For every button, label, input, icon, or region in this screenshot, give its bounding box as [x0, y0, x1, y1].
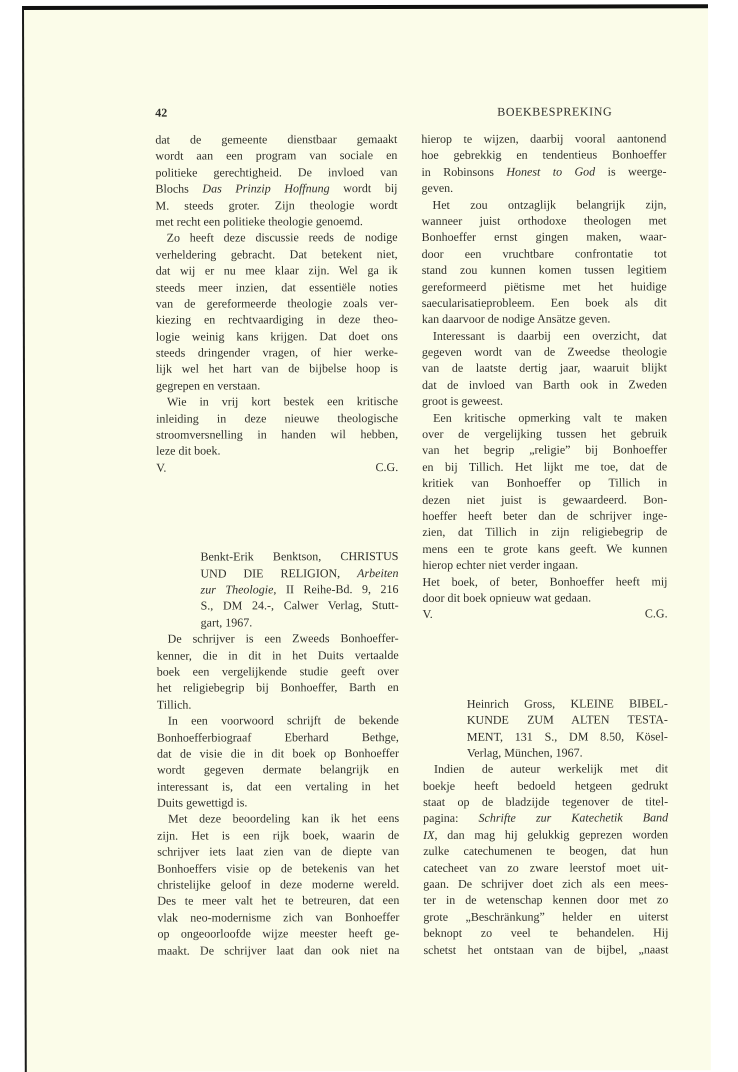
text-line: zien, dat Tillich in zijn religiebegrip de [422, 524, 668, 540]
text-line: dat de gemeente dienstbaar gemaakt [155, 132, 398, 147]
paragraph [157, 810, 399, 958]
signature-line [156, 459, 398, 476]
text-line: stroomversnelling in handen wil hebben, [156, 427, 399, 442]
text-segment: is weerge- [595, 164, 667, 179]
text-line: gereformeerd piëtisme met het huidige [421, 278, 667, 294]
signature-line [423, 606, 668, 623]
text-line [423, 826, 668, 843]
text-line: Indien de auteur werkelijk met dit [433, 761, 669, 777]
text-line: Bonhoeffers visie op de betekenis van het [157, 860, 400, 876]
text-line: De schrijver is een Zweeds Bonhoeffer- [167, 631, 399, 646]
text-line: Zo heeft deze discussie reeds de nodige [166, 230, 398, 245]
italic-title: Arbeiten [357, 565, 399, 580]
text-line: gaan. De schrijver doet zich als een mees- [423, 876, 669, 891]
text-line: kritiek van Bonhoeffer op Tillich in [422, 475, 668, 491]
text-line: groot is geweest. [422, 393, 504, 409]
text-line: wordt aan een program van sociale en [155, 148, 398, 164]
text-line: KUNDE ZUM ALTEN TESTA- [466, 712, 668, 727]
signature-initials: C.G. [375, 459, 399, 474]
paragraph [423, 761, 669, 958]
text-line: mens een te grote kans geeft. We kunnen [422, 541, 668, 556]
text-line: zulke catechumenen te beogen, dat hun [423, 843, 669, 859]
right-column [421, 130, 668, 958]
text-line: leze dit boek. [156, 443, 221, 459]
text-line: Tillich. [156, 697, 192, 712]
italic-title: IX [423, 827, 435, 842]
text-line: Des te meer valt het te betreuren, dat een [157, 893, 400, 909]
text-line: door dit boek opnieuw wat gedaan. [422, 590, 592, 605]
signature-place: V. [156, 460, 167, 475]
text-line: Verlag, München, 1967. [466, 745, 583, 760]
text-line: Het boek, of beter, Bonhoeffer heeft mij [422, 573, 668, 589]
text-line: zijn. Het is een rijk boek, waarin de [157, 827, 400, 843]
text-line: hierop echter niet verder ingaan. [422, 557, 579, 573]
text-line: ter in de wetenschap kennen door met zo [423, 892, 669, 908]
text-line: door een vruchtbare confrontatie tot [421, 246, 667, 261]
text-line: Een kritische opmerking valt te maken [433, 409, 668, 425]
text-line: maakt. De schrijver laat dan ook niet na [157, 942, 400, 958]
paragraph [422, 409, 667, 574]
text-line: Interessant is daarbij een overzicht, dat [432, 328, 667, 343]
text-line: hoe gebrekkig en tendentieus Bonhoeffer [421, 147, 667, 163]
text-line: op ongeoorloofde wijze meester heeft ge- [157, 926, 400, 941]
italic-title: Das Prinzip Hoffnung [202, 181, 330, 196]
text-line: Bonhoeffer ernst gingen maken, waar- [421, 229, 667, 245]
text-segment: UND DIE RELIGION, [200, 565, 358, 581]
running-title: BOEKBESPREKING [497, 104, 613, 119]
italic-title: Schrifte zur Katechetik Band [478, 810, 669, 826]
text-line: M. steeds groter. Zijn theologie wordt [155, 197, 398, 213]
text-line: wanneer juist orthodoxe theologen met [421, 213, 667, 228]
text-line: interessant is, dat een vertaling in het [157, 778, 400, 794]
left-column [155, 131, 399, 959]
text-line [423, 810, 668, 827]
text-line: gegrepen en verstaan. [155, 378, 261, 393]
text-line: en bij Tillich. Het lijkt me toe, dat de [422, 459, 668, 474]
page-number: 42 [155, 105, 168, 120]
text-segment: Blochs [155, 181, 203, 196]
text-line: Wie in vrij kort bestek een kritische [167, 394, 399, 409]
text-line: Duits gewettigd is. [157, 795, 248, 810]
text-line: vlak neo-modernisme zich van Bonhoeffer [157, 909, 400, 925]
text-line: boek een vergelijkende studie geeft over [156, 663, 399, 679]
text-line: grote „Beschränkung” helder en uiterst [423, 909, 669, 924]
text-line: van het begrip „religie” bij Bonhoeffer [422, 442, 668, 458]
scanned-page [22, 4, 711, 1072]
text-line: steeds dringender vragen, of hier werke- [155, 345, 398, 360]
text-line: Benkt-Erik Benktson, CHRISTUS [200, 549, 399, 564]
text-line: gart, 1967. [200, 615, 253, 630]
text-line [201, 581, 399, 598]
text-line: het religiebegrip bij Bonhoeffer, Barth en [156, 680, 399, 695]
text-segment: , II Reihe-Bd. 9, 216 [273, 582, 399, 597]
paragraph [157, 712, 399, 811]
text-line: beknopt zo veel te behandelen. Hij [423, 925, 669, 941]
text-line: staat op de bladzijde tegenover de titel- [423, 794, 669, 810]
text-line: gegeven wordt van de Zweedse theologie [421, 344, 667, 360]
signature-place: V. [422, 607, 433, 622]
text-line: geven. [421, 181, 454, 196]
text-line: Heinrich Gross, KLEINE BIBEL- [466, 696, 668, 711]
text-line: hoeffer heeft beter dan de schrijver inge- [422, 508, 668, 523]
text-line: verheldering gebracht. Dat betekent niet, [155, 246, 398, 262]
paragraph [421, 130, 666, 196]
text-line [200, 565, 398, 582]
text-line: over de vergelijking tussen het gebruik [422, 426, 668, 441]
text-line: christelijke geloof in deze moderne wereld. [157, 877, 400, 892]
text-line: kan daarvoor de nodige Ansätze geven. [421, 311, 611, 327]
text-line [421, 163, 666, 180]
text-line: stand zou kunnen komen tussen legitiem [421, 262, 667, 278]
paragraph [422, 196, 667, 328]
text-line: schrijver iets laat zien van de diepte van [157, 844, 400, 859]
text-line: dat wij er nu mee klaar zijn. Wel ga ik [155, 263, 398, 278]
text-line: steeds meer inzien, dat essentiële noties [155, 279, 398, 295]
paragraph [155, 131, 397, 230]
text-line: dat de visie die in dit boek op Bonhoeffer [156, 745, 399, 761]
text-line: hierop te wijzen, daarbij vooral aantonend [421, 131, 667, 146]
paragraph [422, 327, 667, 410]
text-line: Het zou ontzaglijk belangrijk zijn, [432, 196, 667, 212]
paragraph [422, 573, 667, 606]
text-line: schetst het ontstaan van de bijbel, „naast [423, 941, 669, 957]
paragraph [156, 393, 398, 459]
text-line: Bonhoefferbiograaf Eberhard Bethge, [156, 729, 399, 745]
italic-title: Honest to God [506, 164, 596, 179]
text-line: inleiding in deze nieuwe theologische [156, 410, 399, 426]
text-line: boekje heeft bedoeld hetgeen gedrukt [423, 777, 669, 793]
text-line: wordt gegeven dermate belangrijk en [156, 762, 400, 777]
text-line: logie weinig kans krijgen. Dat doet ons [155, 328, 398, 344]
text-line: MENT, 131 S., DM 8.50, Kösel- [466, 728, 668, 744]
book-reference [156, 548, 398, 631]
text-line: kenner, die in dit in het Duits vertaalde [156, 647, 399, 663]
text-line: lijk wel het hart van de bijbelse hoop is [155, 361, 398, 377]
text-line: met recht een politieke theologie genoemd. [155, 214, 363, 229]
text-line: S., DM 24.-, Calwer Verlag, Stutt- [200, 598, 399, 613]
italic-title: zur Theologie [200, 582, 274, 597]
text-line: In een voorwoord schrijft de bekende [167, 713, 399, 728]
text-line: dezen niet juist is gewaardeerd. Bon- [422, 491, 668, 507]
text-segment: in Robinsons [421, 164, 507, 179]
text-line: van de laatste dertig jaar, waaruit blijkt [421, 360, 667, 376]
text-segment: pagina: [423, 811, 479, 826]
text-line: saecularisatieprobleem. Een boek als dit [421, 295, 667, 310]
text-line: kiezing en rechtvaardiging in deze theo- [155, 312, 398, 327]
text-line: politieke gerechtigheid. De invloed van [155, 164, 398, 180]
signature-initials: C.G. [644, 606, 668, 621]
paragraph [157, 630, 399, 713]
paragraph [156, 229, 398, 394]
text-segment: , dan mag hij gelukkig geprezen worden [434, 827, 669, 842]
text-line: van de gereformeerde theologie zoals ver- [155, 295, 398, 311]
text-line: Met deze beoordeling kan ik het eens [168, 811, 400, 827]
text-line: catecheet van zo zware leerstof moet uit- [423, 859, 669, 875]
book-reference [423, 695, 668, 761]
text-segment: wordt bij [329, 181, 398, 196]
text-line: dat de invloed van Barth ook in Zweden [421, 377, 668, 392]
text-line [155, 180, 397, 197]
